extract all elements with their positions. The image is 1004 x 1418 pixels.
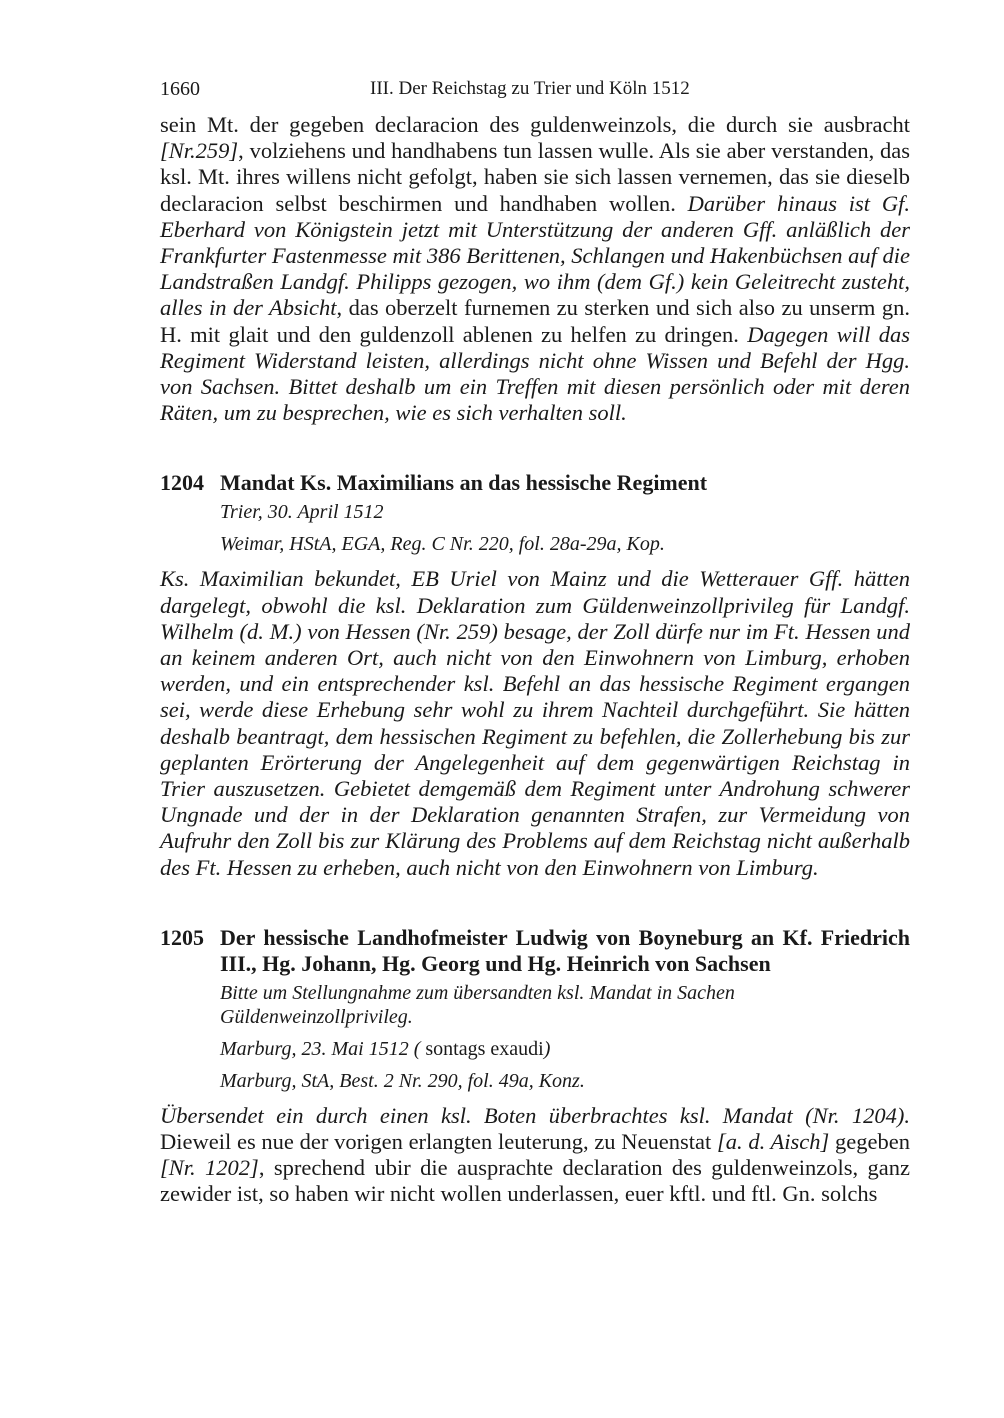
intro-paragraph	[160, 112, 910, 426]
entry-summary	[160, 1103, 910, 1208]
place-date: Trier, 30. April 1512	[220, 501, 384, 524]
entry-heading	[160, 925, 910, 977]
place-date-close: )	[543, 1037, 551, 1060]
running-title: III. Der Reichstag zu Trier und Köln 1512	[370, 78, 690, 99]
entry-number: 1205	[160, 924, 204, 950]
entry-1204	[160, 470, 910, 880]
intro-editorial-2: Dagegen will das Regiment Widerstand leisten, allerdings nicht ohne Wissen und Befehl der Hgg. von Sachsen. Bittet deshalb um ein Treffen mit diesen persönlich oder mit deren Räten, um zu besprechen, wie es sich verhalten soll.	[160, 321, 910, 426]
intro-text-3: , das oberzelt furnemen zu sterken und sich also zu unserm gn. H. mit glait und den guldenzoll ablenen zu helfen zu dringen.	[160, 295, 911, 347]
entry-heading	[160, 470, 910, 496]
summary-reference: [Nr. 1202]	[160, 1155, 259, 1181]
feast-day: sontags exaudi	[420, 1037, 544, 1060]
summary-editorial-insert: [a. d. Aisch]	[717, 1129, 830, 1155]
summary-text-2: gegeben	[829, 1129, 911, 1155]
intro-text-1: sein Mt. der gegeben declaracion des guldenweinzols, die durch sie ausbracht	[160, 112, 910, 137]
regest: Bitte um Stellungnahme zum übersandten ksl. Mandat in Sachen Güldenweinzollprivileg.	[220, 981, 735, 1028]
entry-title: Der hessische Landhofmeister Ludwig von Boyneburg an Kf. Friedrich III., Hg. Johann, Hg. Georg und Hg. Heinrich von Sachsen	[220, 924, 910, 976]
entry-1205	[160, 925, 910, 1208]
entry-title: Mandat Ks. Maximilians an das hessische Regiment	[220, 470, 708, 496]
entry-number: 1204	[160, 470, 204, 496]
intro-editorial-1: Darüber hinaus ist Gf. Eberhard von Königstein jetzt mit Unterstützung der anderen Gff. anläßlich der Frankfurter Fastenmesse mit 386 Berittenen, Schlangen und Hakenbüchsen auf die Landstraßen Landgf. Philipps gezogen, wo ihm (dem Gf.) kein Geleitrecht zusteht, alles in der Absicht	[160, 190, 910, 321]
place-date	[220, 1037, 910, 1061]
summary-text-3: , sprechend ubir die ausprachte declaration des guldenweinzols, ganz zewider ist, so haben wir nicht wollen underlassen, euer kftl. und ftl. Gn. solchs	[160, 1155, 910, 1207]
intro-text-2: , volziehens und handhabens tun lassen wulle. Als sie aber verstanden, das ksl. Mt. ihres willens nicht gefolgt, haben sie sich lassen vernemen, das sie dieselb declaracion selbst beschirmen und handhaben wollen.	[160, 138, 910, 216]
entry-summary: Ks. Maximilian bekundet, EB Uriel von Mainz und die Wetterauer Gff. hätten dargelegt, obwohl die ksl. Deklaration zum Güldenweinzollprivileg für Landgf. Wilhelm (d. M.) von Hessen (Nr. 259) besage, der Zoll dürfe nur im Ft. Hessen und an keinem anderen Ort, auch nicht von den Einwohnern von Limburg, erhoben werden, und ein entsprechender ksl. Befehl an das hessische Regiment ergangen sei, werde diese Erhebung sehr wohl zu ihrem Nachteil durchgeführt. Sie hätten deshalb beantragt, dem hessischen Regiment zu befehlen, die Zollerhebung bis zur geplanten Erörterung der Angelegenheit auf dem gegenwärtigen Reichstag in Trier auszusetzen. Gebietet demgemäß dem Regiment unter Androhung schwerer Ungnade und der in der Deklaration genannten Strafen, zur Vermeidung von Aufruhr den Zoll bis zur Klärung des Problems auf dem Reichstag nicht außerhalb des Ft. Hessen zu erheben, auch nicht von den Einwohnern von Limburg.	[160, 566, 910, 880]
running-header	[160, 78, 910, 112]
document-page	[160, 78, 910, 1208]
archival-source: Weimar, HStA, EGA, Reg. C Nr. 220, fol. 28a-29a, Kop.	[220, 533, 665, 556]
page-number: 1660	[160, 78, 200, 100]
place-date-text: Marburg, 23. Mai 1512 (	[220, 1037, 421, 1060]
archival-source: Marburg, StA, Best. 2 Nr. 290, fol. 49a, Konz.	[220, 1069, 585, 1092]
intro-reference: [Nr.259]	[160, 138, 239, 164]
summary-editorial: Übersendet ein durch einen ksl. Boten überbrachtes ksl. Mandat (Nr. 1204).	[160, 1102, 910, 1128]
summary-text-1: Dieweil es nue der vorigen erlangten leuterung, zu Neuenstat	[160, 1129, 717, 1155]
